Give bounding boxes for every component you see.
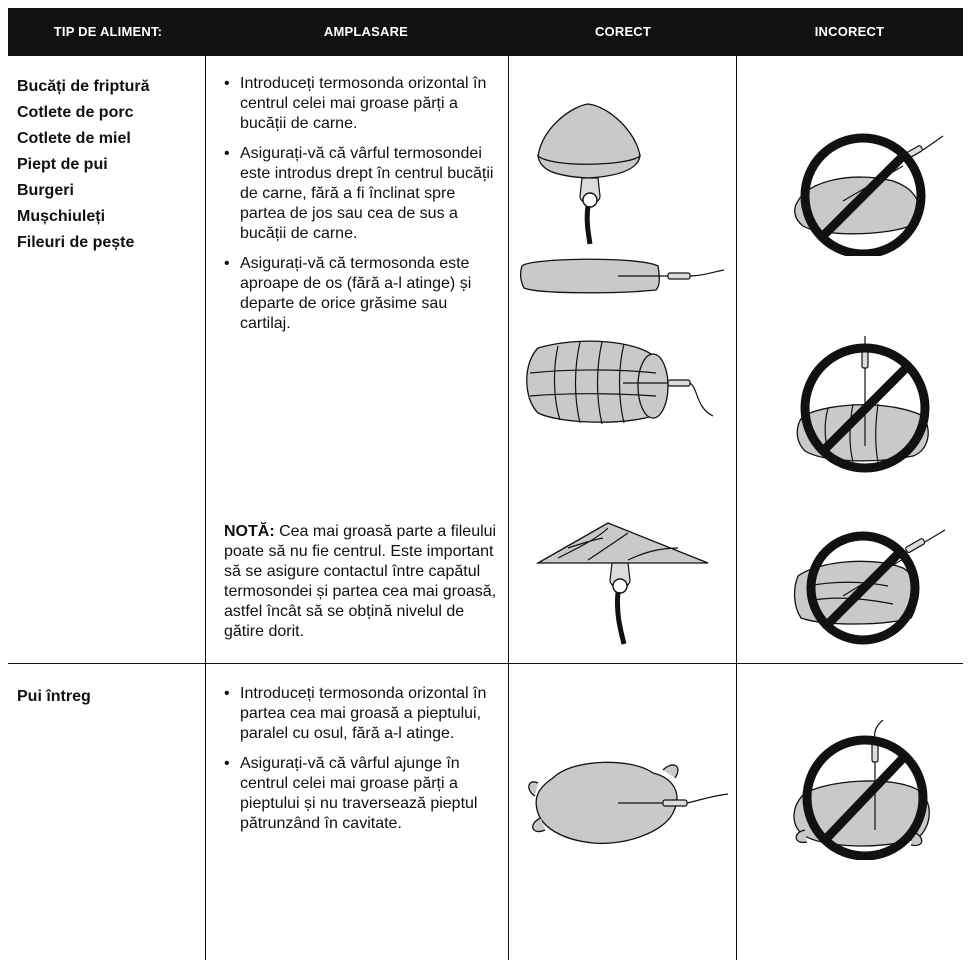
fish-fillet-probe-icon: [528, 518, 728, 648]
placement-instructions: [224, 684, 500, 844]
list-item: Fileuri de pește: [17, 234, 135, 251]
fish-fillet-prohibited-icon: [783, 526, 953, 646]
row-divider: [8, 663, 963, 664]
bullet-icon: •: [224, 685, 230, 702]
table-header: [8, 8, 963, 56]
steak-probe-vertical-icon: [528, 96, 658, 246]
column-divider: [508, 56, 509, 960]
note-paragraph: [224, 522, 500, 642]
fillet-probe-side-icon: [518, 248, 728, 298]
list-item: • Asigurați-vă că vârful termosondei este introdus drept în centrul bucății de carne, fără a fi înclinat spre partea de jos sau cea de sus a bucății de carne.: [224, 145, 494, 242]
whole-chicken-prohibited-icon: [783, 720, 953, 860]
bullet-icon: •: [224, 75, 230, 92]
probe-placement-table: [8, 8, 963, 960]
note-text: Cea mai groasă parte a fileului poate să nu fie centrul. Este important să se asigure contactul între capătul termosondei și partea cea mai groasă, astfel încât să se obțină nivelul de gătire dorit.: [224, 523, 497, 640]
note-label: NOTĂ:: [224, 523, 275, 540]
list-item: Burgeri: [17, 182, 74, 199]
header-incorrect: INCORECT: [814, 24, 885, 39]
list-item: • Introduceți termosonda orizontal în partea cea mai groasă a pieptului, paralel cu osul, fără a-l atinge.: [224, 685, 487, 742]
placement-instructions: [224, 74, 500, 344]
bullet-icon: •: [224, 255, 230, 272]
header-placement: AMPLASARE: [323, 24, 409, 39]
list-item: • Asigurați-vă că vârful ajunge în centrul celei mai groase părți a pieptului și nu traversează pieptul pătrunzând în cavitate.: [224, 755, 478, 832]
steak-probe-prohibited-icon: [783, 126, 953, 256]
list-item: Cotlete de miel: [17, 130, 131, 147]
list-item: Piept de pui: [17, 156, 108, 173]
food-type-list: [17, 684, 202, 710]
bullet-icon: •: [224, 145, 230, 162]
column-divider: [736, 56, 737, 960]
column-divider: [205, 56, 206, 960]
list-item: • Asigurați-vă că termosonda este aproape de os (fără a-l atinge) și departe de orice grăsime sau cartilaj.: [224, 255, 472, 332]
bullet-icon: •: [224, 755, 230, 772]
list-item: Bucăți de friptură: [17, 78, 150, 95]
whole-chicken-probe-icon: [523, 748, 733, 858]
list-item: Pui întreg: [17, 688, 91, 705]
roast-probe-side-icon: [518, 328, 728, 438]
list-item: Mușchiuleți: [17, 208, 106, 225]
roast-probe-prohibited-icon: [783, 336, 953, 476]
list-item: • Introduceți termosonda orizontal în centrul celei mai groase părți a bucății de carne.: [224, 75, 487, 132]
food-type-list: [17, 74, 202, 256]
header-food-type: TIP DE ALIMENT:: [53, 24, 163, 39]
list-item: Cotlete de porc: [17, 104, 134, 121]
header-correct: CORECT: [594, 24, 652, 39]
